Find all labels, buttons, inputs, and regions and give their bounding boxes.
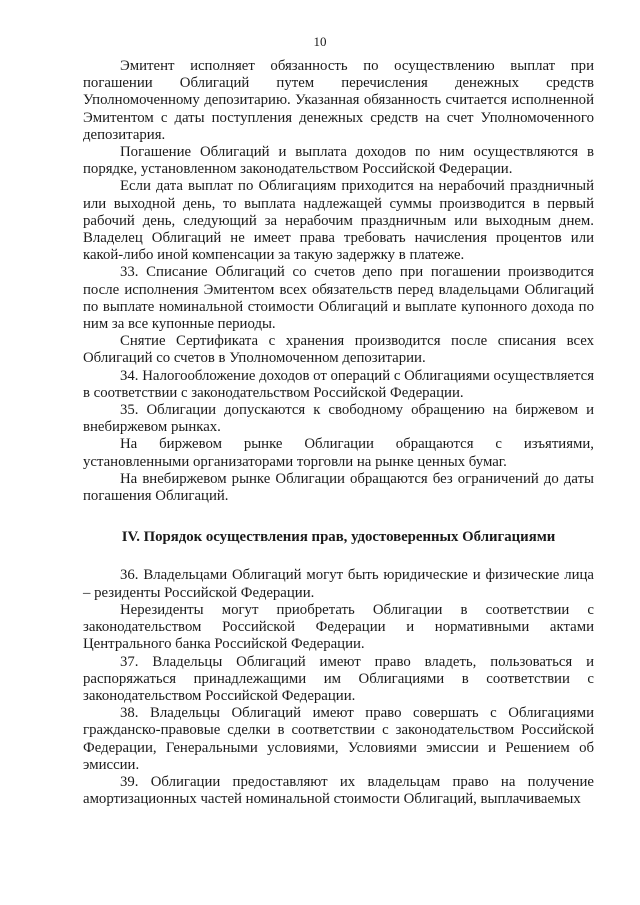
paragraph-redemption-procedure: Погашение Облигаций и выплата доходов по ним осуществляются в порядке, установленном законодательством Российской Федерации. — [83, 144, 594, 178]
paragraph-39-amortization: 39. Облигации предоставляют их владельцам право на получение амортизационных частей номинальной стоимости Облигаций, выплачиваемых — [83, 773, 594, 808]
paragraph-37-ownership: 37. Владельцы Облигаций имеют право владеть, пользоваться и распоряжаться принадлежащими им Облигациями в соответствии с законодательством Российской Федерации. — [83, 653, 594, 704]
paragraph-holiday-payment: Если дата выплат по Облигациям приходится на нерабочий праздничный или выходной день, то выплата надлежащей суммы производится в первый рабочий день, следующий за нерабочим праздничным или выходным днем. Владелец Облигаций не имеет права требовать начисления процентов или какой-либо иной компенсации за такую задержку в платеже. — [83, 178, 594, 264]
paragraph-33-writeoff: 33. Списание Облигаций со счетов депо при погашении производится после исполнения Эмитентом всех обязательств перед владельцами Облигаций по выплате номинальной стоимости Облигаций и выплате купонного дохода по ним за все купонные периоды. — [83, 264, 594, 333]
paragraph-36-holders: 36. Владельцами Облигаций могут быть юридические и физические лица – резиденты Российской Федерации. — [83, 567, 594, 601]
paragraph-issuer-obligation: Эмитент исполняет обязанность по осуществлению выплат при погашении Облигаций путем перечисления денежных средств Уполномоченному депозитарию. Указанная обязанность считается исполненной Эмитентом с даты поступления денежных средств на счет Уполномоченного депозитария. — [83, 58, 594, 143]
paragraph-otc-market: На внебиржевом рынке Облигации обращаются без ограничений до даты погашения Облигаций. — [83, 470, 594, 505]
section-heading: IV. Порядок осуществления прав, удостоверенных Облигациями — [121, 529, 556, 546]
document-body — [83, 58, 594, 808]
paragraph-38-transactions: 38. Владельцы Облигаций имеют право совершать с Облигациями гражданско-правовые сделки в соответствии с законодательством Российской Федерации, Генеральными условиями, Условиями эмиссии и Решением об эмиссии. — [83, 705, 594, 773]
paragraph-34-taxation: 34. Налогообложение доходов от операций с Облигациями осуществляется в соответствии с законодательством Российской Федерации. — [83, 367, 594, 401]
page-number: 10 — [313, 34, 327, 49]
paragraph-exchange-market: На биржевом рынке Облигации обращаются с изъятиями, установленными организаторами торговли на рынке ценных бумаг. — [83, 436, 594, 470]
paragraph-nonresidents: Нерезиденты могут приобретать Облигации в соответствии с законодательством Российской Федерации и нормативными актами Центрального банка Российской Федерации. — [83, 601, 594, 653]
paragraph-35-circulation: 35. Облигации допускаются к свободному обращению на биржевом и внебиржевом рынках. — [83, 402, 594, 436]
paragraph-certificate-removal: Снятие Сертификата с хранения производится после списания всех Облигаций со счетов в Уполномоченном депозитарии. — [83, 333, 594, 367]
